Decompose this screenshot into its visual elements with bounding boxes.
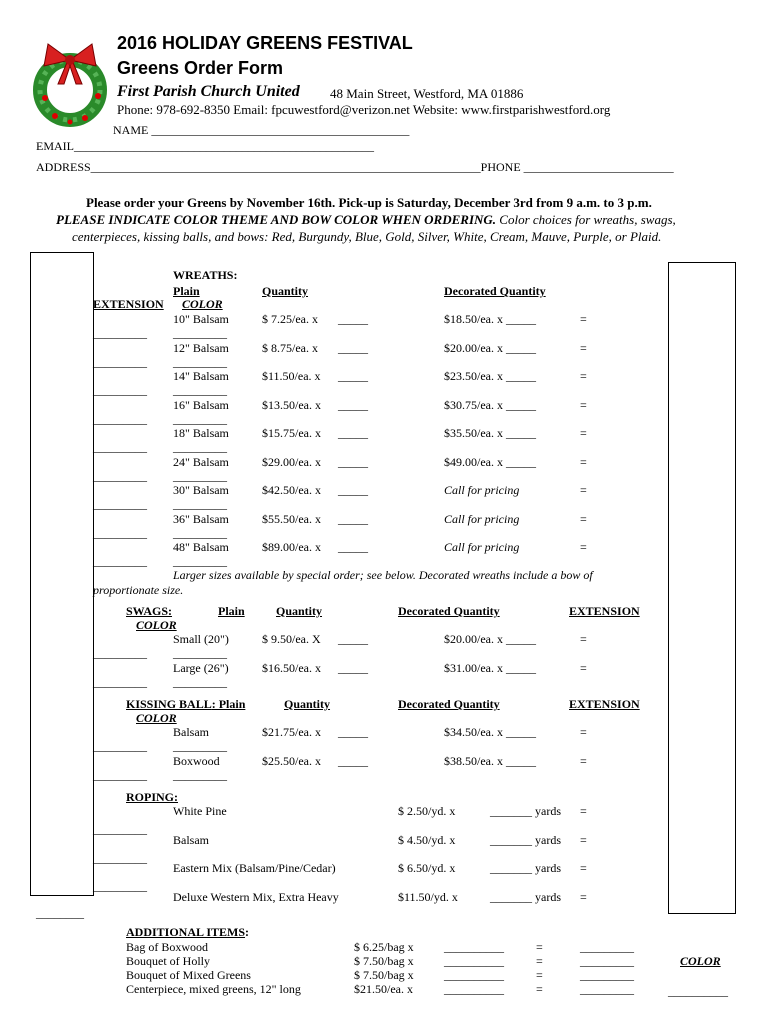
additional-extension-blank[interactable]: _________ bbox=[580, 954, 634, 968]
swag-size-label: Large (26") bbox=[173, 660, 229, 675]
wreath-size-label: 18" Balsam bbox=[173, 426, 229, 440]
wreath-call-pricing: Call for pricing bbox=[444, 540, 520, 554]
additional-qty-input[interactable]: __________ bbox=[444, 982, 504, 996]
wreath-extension-blank[interactable]: _________ bbox=[93, 354, 147, 369]
wreath-size-label: 48" Balsam bbox=[173, 540, 229, 554]
order-deadline: Please order your Greens by November 16th. Pick-up is Saturday, December 3rd from 9 a.m. to 3 p.m. bbox=[86, 195, 652, 210]
kissing-plain-qty-input[interactable]: _____ bbox=[338, 725, 368, 739]
wreath-call-pricing: Call for pricing bbox=[444, 483, 520, 497]
wreath-plain-qty-input[interactable]: _____ bbox=[338, 454, 368, 469]
kissing-extension-blank[interactable]: _________ bbox=[93, 767, 147, 782]
swag-decorated-price[interactable]: $31.00/ea. x _____ bbox=[444, 660, 536, 675]
kissing-color-blank[interactable]: _________ bbox=[173, 739, 227, 753]
swag-color-blank[interactable]: _________ bbox=[173, 674, 227, 689]
roping-heading: ROPING: bbox=[126, 790, 178, 804]
wreaths-extension-header: EXTENSION bbox=[93, 297, 164, 311]
wreath-plain-price: $89.00/ea. x bbox=[262, 540, 321, 554]
additional-extension-blank[interactable]: _________ bbox=[580, 968, 634, 982]
equals-sign: = bbox=[580, 511, 587, 526]
wreath-size-label: 10" Balsam bbox=[173, 312, 229, 326]
wreath-color-blank[interactable]: _________ bbox=[173, 468, 227, 483]
kissing-extension-header: EXTENSION bbox=[569, 697, 640, 711]
wreath-plain-price: $ 8.75/ea. x bbox=[262, 340, 318, 355]
equals-sign: = bbox=[580, 725, 587, 739]
swag-size-label: Small (20") bbox=[173, 632, 229, 646]
roping-price: $ 6.50/yd. x bbox=[398, 861, 456, 875]
roping-extension-blank[interactable]: _________ bbox=[93, 822, 147, 836]
color-instructions: PLEASE INDICATE COLOR THEME AND BOW COLOR WHEN ORDERING. Color choices for wreaths, swags, bbox=[56, 212, 676, 227]
wreath-plain-qty-input[interactable]: _____ bbox=[338, 340, 368, 355]
wreath-size-label: 36" Balsam bbox=[173, 511, 229, 526]
additional-extension-blank[interactable]: _________ bbox=[580, 982, 634, 996]
swag-plain-price: $ 9.50/ea. X bbox=[262, 632, 321, 646]
address-phone-field[interactable]: ADDRESS_________________________________________________________________PHONE _________________________ bbox=[36, 160, 674, 174]
wreath-call-pricing: Call for pricing bbox=[444, 511, 520, 526]
equals-sign: = bbox=[580, 454, 587, 469]
wreath-color-blank[interactable]: _________ bbox=[173, 383, 227, 397]
wreath-plain-price: $13.50/ea. x bbox=[262, 397, 321, 412]
form-title: Greens Order Form bbox=[117, 58, 284, 78]
equals-sign: = bbox=[580, 861, 587, 875]
equals-sign: = bbox=[580, 397, 587, 412]
wreath-plain-qty-input[interactable]: _____ bbox=[338, 483, 368, 497]
equals-sign: = bbox=[536, 982, 543, 996]
wreath-color-blank[interactable]: _________ bbox=[173, 354, 227, 369]
swags-extension-header: EXTENSION bbox=[569, 604, 640, 618]
roping-yards-input[interactable]: _______ yards bbox=[490, 804, 561, 818]
additional-item-label: Centerpiece, mixed greens, 12" long bbox=[126, 982, 301, 996]
roping-price: $ 4.50/yd. x bbox=[398, 832, 456, 847]
wreath-extension-blank[interactable]: _________ bbox=[93, 468, 147, 483]
wreath-extension-blank[interactable]: _________ bbox=[93, 383, 147, 397]
equals-sign: = bbox=[580, 660, 587, 675]
wreath-plain-price: $11.50/ea. x bbox=[262, 369, 321, 383]
swags-plain-header: Plain bbox=[218, 604, 245, 618]
extension-column-box[interactable] bbox=[668, 262, 736, 914]
roping-type-label: Deluxe Western Mix, Extra Heavy bbox=[173, 889, 339, 904]
swag-decorated-price[interactable]: $20.00/ea. x _____ bbox=[444, 632, 536, 646]
wreath-extension-blank[interactable]: _________ bbox=[93, 525, 147, 540]
equals-sign: = bbox=[580, 312, 587, 326]
swag-color-blank[interactable]: _________ bbox=[173, 646, 227, 660]
wreath-size-label: 24" Balsam bbox=[173, 454, 229, 469]
name-field[interactable]: NAME ___________________________________________ bbox=[113, 123, 410, 137]
additional-color-header: COLOR bbox=[680, 954, 721, 968]
wreath-decorated-price[interactable]: $49.00/ea. x _____ bbox=[444, 454, 536, 469]
equals-sign: = bbox=[580, 483, 587, 497]
additional-qty-input[interactable]: __________ bbox=[444, 968, 504, 982]
wreath-plain-qty-input[interactable]: _____ bbox=[338, 426, 368, 440]
swag-plain-qty-input[interactable]: _____ bbox=[338, 632, 368, 646]
roping-type-label: Eastern Mix (Balsam/Pine/Cedar) bbox=[173, 861, 336, 875]
additional-item-label: Bag of Boxwood bbox=[126, 940, 208, 954]
roping-type-label: Balsam bbox=[173, 832, 209, 847]
wreath-size-label: 14" Balsam bbox=[173, 369, 229, 383]
wreath-extension-blank[interactable]: _________ bbox=[93, 411, 147, 426]
wreath-size-label: 16" Balsam bbox=[173, 397, 229, 412]
wreath-decorated-price[interactable]: $18.50/ea. x _____ bbox=[444, 312, 536, 326]
roping-type-label: White Pine bbox=[173, 804, 227, 818]
wreath-decorated-price[interactable]: $23.50/ea. x _____ bbox=[444, 369, 536, 383]
color-choices: centerpieces, kissing balls, and bows: Red, Burgundy, Blue, Gold, Silver, White, Cream, Mauve, Purple, or Plaid. bbox=[72, 229, 662, 244]
additional-heading: ADDITIONAL ITEMS: bbox=[126, 925, 250, 939]
wreaths-note: Larger sizes available by special order; see below. Decorated wreaths include a bow of bbox=[173, 568, 593, 582]
wreath-size-label: 12" Balsam bbox=[173, 340, 229, 355]
wreath-extension-blank[interactable]: _________ bbox=[93, 326, 147, 340]
equals-sign: = bbox=[580, 889, 587, 904]
equals-sign: = bbox=[580, 540, 587, 554]
swag-extension-blank[interactable]: _________ bbox=[93, 646, 147, 660]
additional-qty-input[interactable]: __________ bbox=[444, 940, 504, 954]
equals-sign: = bbox=[536, 968, 543, 982]
kissing-color-header: COLOR bbox=[136, 711, 177, 725]
wreath-plain-qty-input[interactable]: _____ bbox=[338, 540, 368, 554]
roping-extension-blank[interactable]: _________ bbox=[93, 850, 147, 865]
swag-extension-blank[interactable]: _________ bbox=[93, 674, 147, 689]
kissing-decorated-price[interactable]: $34.50/ea. x _____ bbox=[444, 725, 536, 739]
wreath-decorated-price[interactable]: $35.50/ea. x _____ bbox=[444, 426, 536, 440]
kissing-color-blank[interactable]: _________ bbox=[173, 767, 227, 782]
equals-sign: = bbox=[580, 369, 587, 383]
kissing-decorated-header: Decorated Quantity bbox=[398, 697, 500, 711]
wreath-plain-price: $42.50/ea. x bbox=[262, 483, 321, 497]
wreath-decorated-price[interactable]: $30.75/ea. x _____ bbox=[444, 397, 536, 412]
kissing-decorated-price[interactable]: $38.50/ea. x _____ bbox=[444, 753, 536, 768]
kissing-extension-blank[interactable]: _________ bbox=[93, 739, 147, 753]
swags-color-header: COLOR bbox=[136, 618, 177, 632]
color-column-box[interactable] bbox=[30, 252, 94, 896]
roping-price: $ 2.50/yd. x bbox=[398, 804, 456, 818]
kissing-plain-qty-input[interactable]: _____ bbox=[338, 753, 368, 768]
roping-yards-input[interactable]: _______ yards bbox=[490, 832, 561, 847]
wreath-size-label: 30" Balsam bbox=[173, 483, 229, 497]
equals-sign: = bbox=[580, 340, 587, 355]
roping-yards-input[interactable]: _______ yards bbox=[490, 889, 561, 904]
kissing-plain-price: $21.75/ea. x bbox=[262, 725, 321, 739]
additional-item-price: $ 7.50/bag x bbox=[354, 968, 414, 982]
wreaths-heading: WREATHS: bbox=[173, 268, 238, 282]
wreath-extension-blank[interactable]: _________ bbox=[93, 554, 147, 568]
equals-sign: = bbox=[580, 753, 587, 768]
contact-line: Phone: 978-692-8350 Email: fpcuwestford@verizon.net Website: www.firstparishwestford.org bbox=[117, 102, 611, 117]
church-address: 48 Main Street, Westford, MA 01886 bbox=[330, 86, 524, 101]
wreath-extension-blank[interactable]: _________ bbox=[93, 497, 147, 511]
email-field[interactable]: EMAIL__________________________________________________ bbox=[36, 139, 374, 153]
wreath-extension-blank[interactable]: _________ bbox=[93, 440, 147, 454]
swag-plain-qty-input[interactable]: _____ bbox=[338, 660, 368, 675]
wreath-plain-qty-input[interactable]: _____ bbox=[338, 511, 368, 526]
wreaths-color-header: COLOR bbox=[182, 297, 223, 311]
roping-extension-blank[interactable]: _________ bbox=[93, 879, 147, 893]
wreaths-plain-header: Plain bbox=[173, 284, 200, 298]
wreath-color-blank[interactable]: _________ bbox=[173, 497, 227, 511]
additional-item-price: $ 6.25/bag x bbox=[354, 940, 414, 954]
wreath-plain-price: $ 7.25/ea. x bbox=[262, 312, 318, 326]
wreath-color-blank[interactable]: _________ bbox=[173, 326, 227, 340]
equals-sign: = bbox=[580, 632, 587, 646]
swag-plain-price: $16.50/ea. x bbox=[262, 660, 321, 675]
equals-sign: = bbox=[580, 804, 587, 818]
roping-price: $11.50/yd. x bbox=[398, 889, 458, 904]
wreath-plain-qty-input[interactable]: _____ bbox=[338, 397, 368, 412]
additional-item-label: Bouquet of Holly bbox=[126, 954, 210, 968]
swags-decorated-header: Decorated Quantity bbox=[398, 604, 500, 618]
kissing-ball-label: Boxwood bbox=[173, 753, 220, 768]
additional-item-price: $ 7.50/bag x bbox=[354, 954, 414, 968]
kissing-heading: KISSING BALL: Plain bbox=[126, 697, 246, 711]
wreaths-quantity-header: Quantity bbox=[262, 284, 309, 298]
roping-yards-input[interactable]: _______ yards bbox=[490, 861, 561, 875]
page-title-year: 2016 HOLIDAY GREENS FESTIVAL bbox=[117, 33, 413, 53]
church-name: First Parish Church United bbox=[117, 83, 300, 100]
wreath-color-blank[interactable]: _________ bbox=[173, 440, 227, 454]
wreath-color-blank[interactable]: _________ bbox=[173, 411, 227, 426]
equals-sign: = bbox=[536, 954, 543, 968]
additional-extension-blank[interactable]: _________ bbox=[580, 940, 634, 954]
wreaths-note-cont: proportionate size. bbox=[93, 583, 184, 597]
additional-qty-input[interactable]: __________ bbox=[444, 954, 504, 968]
wreath-with-red-bow-icon bbox=[30, 38, 110, 128]
additional-item-price: $21.50/ea. x bbox=[354, 982, 413, 996]
swags-quantity-header: Quantity bbox=[276, 604, 323, 618]
equals-sign: = bbox=[536, 940, 543, 954]
wreath-color-blank[interactable]: _________ bbox=[173, 554, 227, 568]
kissing-ball-label: Balsam bbox=[173, 725, 209, 739]
additional-color-blank[interactable]: __________ bbox=[668, 984, 728, 998]
wreath-plain-price: $29.00/ea. x bbox=[262, 454, 321, 469]
kissing-quantity-header: Quantity bbox=[284, 697, 331, 711]
wreath-plain-price: $55.50/ea. x bbox=[262, 511, 321, 526]
wreath-plain-qty-input[interactable]: _____ bbox=[338, 312, 368, 326]
equals-sign: = bbox=[580, 832, 587, 847]
wreath-decorated-price[interactable]: $20.00/ea. x _____ bbox=[444, 340, 536, 355]
wreath-color-blank[interactable]: _________ bbox=[173, 525, 227, 540]
additional-item-label: Bouquet of Mixed Greens bbox=[126, 968, 251, 982]
swags-heading: SWAGS: bbox=[126, 604, 173, 618]
wreath-plain-price: $15.75/ea. x bbox=[262, 426, 321, 440]
wreath-plain-qty-input[interactable]: _____ bbox=[338, 369, 368, 383]
equals-sign: = bbox=[580, 426, 587, 440]
kissing-plain-price: $25.50/ea. x bbox=[262, 753, 321, 768]
extension-blank[interactable]: ________ bbox=[36, 906, 84, 920]
wreaths-decorated-header: Decorated Quantity bbox=[444, 284, 546, 298]
